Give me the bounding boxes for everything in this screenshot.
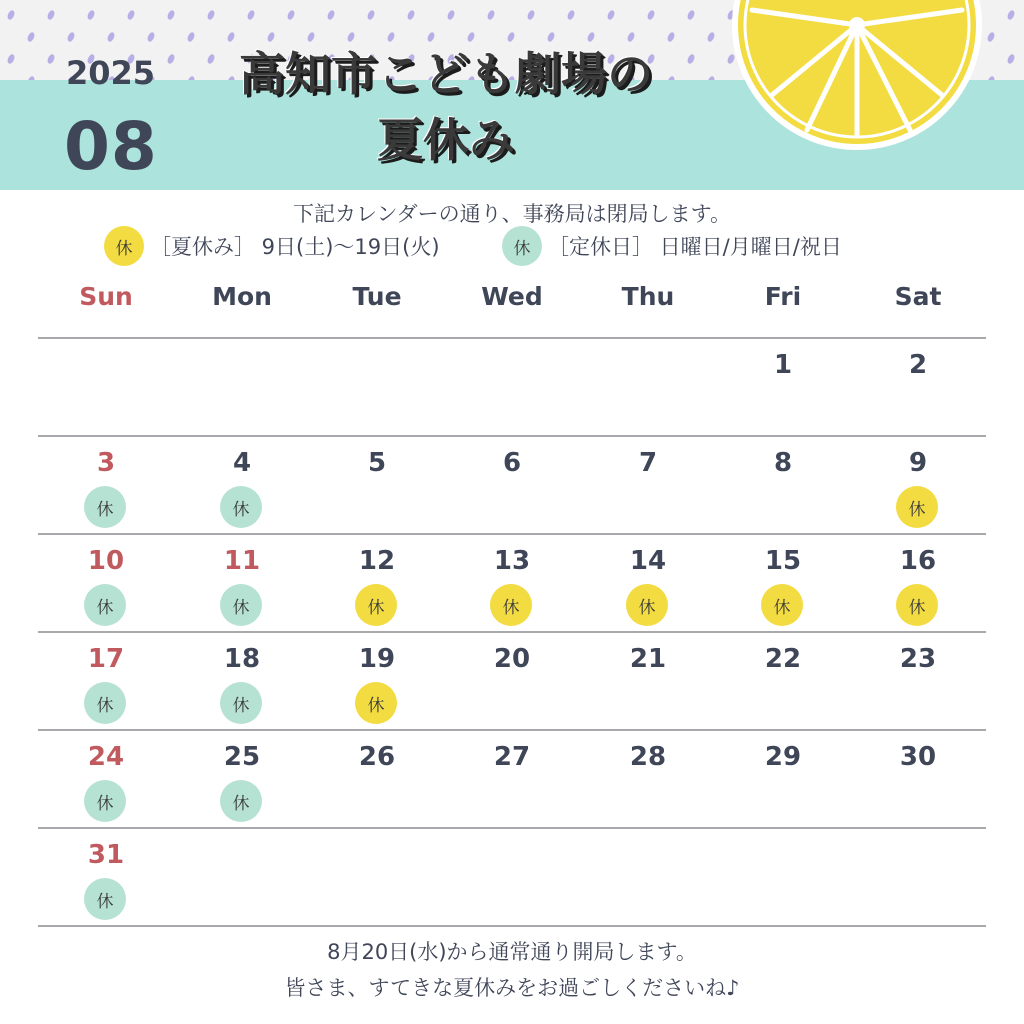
pattern-dot [646,9,656,21]
day-number: 29 [764,742,802,772]
day-cell [38,534,174,630]
day-cell [309,632,445,728]
day-number: 10 [87,546,125,576]
regular-holiday-badge: 休 [220,780,262,822]
pattern-dot [1006,53,1016,65]
day-cell [715,534,851,630]
day-number: 13 [493,546,531,576]
pattern-dot [566,9,576,21]
day-number: 6 [502,448,522,478]
day-cell [850,534,986,630]
day-number: 20 [493,644,531,674]
pattern-dot [326,9,336,21]
pattern-dot [166,9,176,21]
day-cell [38,828,174,924]
pattern-dot [126,9,136,21]
pattern-dot [46,53,56,65]
page-title-line2: 夏休み [377,113,515,167]
day-number: 19 [358,644,396,674]
day-number: 26 [358,742,396,772]
day-cell [580,534,716,630]
day-cell [580,436,716,532]
summer-holiday-badge: 休 [896,584,938,626]
day-cell [444,730,580,826]
day-cell [38,436,174,532]
day-cell [444,436,580,532]
regular-holiday-badge: 休 [84,682,126,724]
weekday-fri: Fri [764,282,802,311]
regular-holiday-badge: 休 [84,780,126,822]
pattern-dot [6,9,16,21]
lemon-slice-icon [732,0,982,170]
weekday-tue: Tue [352,282,402,311]
pattern-dot [46,9,56,21]
day-number: 16 [899,546,937,576]
regular-holiday-badge: 休 [502,226,542,266]
day-cell [38,632,174,728]
summer-holiday-badge: 休 [104,226,144,266]
day-number: 30 [899,742,937,772]
day-number: 8 [773,448,793,478]
weekday-thu: Thu [621,282,675,311]
regular-holiday-badge: 休 [84,584,126,626]
row-divider [38,827,986,829]
closing-message: 皆さま、すてきな夏休みをお過ごしくださいね♪ [284,976,740,1000]
pattern-dot [6,53,16,65]
day-cell [850,632,986,728]
legend-regular-label: ［定休日］ 日曜日/月曜日/祝日 [548,235,842,259]
pattern-dot [246,9,256,21]
legend-summer-label: ［夏休み］ 9日(土)〜19日(火) [150,235,440,259]
reopen-notice: 8月20日(水)から通常通り開局します。 [327,940,697,964]
pattern-dot [406,9,416,21]
day-number: 3 [96,448,116,478]
summer-holiday-badge: 休 [355,682,397,724]
day-cell [38,730,174,826]
day-number: 31 [87,840,125,870]
day-number: 5 [367,448,387,478]
pattern-dot [286,9,296,21]
day-cell [715,632,851,728]
day-cell [309,436,445,532]
pattern-dot [606,9,616,21]
day-number: 17 [87,644,125,674]
summer-holiday-badge: 休 [896,486,938,528]
weekday-wed: Wed [481,282,543,311]
pattern-dot [686,9,696,21]
day-cell [715,730,851,826]
day-cell [850,338,986,434]
pattern-dot [486,9,496,21]
day-cell [174,730,310,826]
pattern-dot [526,9,536,21]
legend-summer [104,226,440,266]
day-number: 7 [638,448,658,478]
weekday-sat: Sat [894,282,942,311]
regular-holiday-badge: 休 [220,682,262,724]
day-number: 18 [223,644,261,674]
day-cell [174,534,310,630]
pattern-dot [446,9,456,21]
day-number: 1 [773,350,793,380]
day-cell [309,534,445,630]
calendar-month: 08 [64,108,158,185]
day-cell [580,632,716,728]
summer-holiday-badge: 休 [490,584,532,626]
pattern-dot [146,31,156,43]
regular-holiday-badge: 休 [84,486,126,528]
pattern-dot [66,31,76,43]
weekday-mon: Mon [212,282,272,311]
pattern-dot [706,31,716,43]
day-cell [850,730,986,826]
row-divider [38,925,986,927]
pattern-dot [206,9,216,21]
summer-holiday-badge: 休 [626,584,668,626]
day-number: 28 [629,742,667,772]
day-number: 4 [232,448,252,478]
page-title-line1: 高知市こども劇場の [239,47,653,101]
day-cell [850,436,986,532]
legend-regular [502,226,842,266]
day-number: 12 [358,546,396,576]
summer-holiday-badge: 休 [761,584,803,626]
calendar-year: 2025 [66,54,156,92]
day-cell [444,632,580,728]
weekday-sun: Sun [79,282,133,311]
day-number: 2 [908,350,928,380]
legend [0,226,1024,266]
day-number: 23 [899,644,937,674]
day-number: 14 [629,546,667,576]
regular-holiday-badge: 休 [84,878,126,920]
day-cell [174,632,310,728]
day-number: 21 [629,644,667,674]
pattern-dot [1006,9,1016,21]
closure-notice: 下記カレンダーの通り、事務局は閉局します。 [293,202,731,226]
pattern-dot [366,9,376,21]
pattern-dot [26,31,36,43]
summer-holiday-badge: 休 [355,584,397,626]
day-cell [715,338,851,434]
day-number: 15 [764,546,802,576]
day-cell [309,730,445,826]
day-number: 11 [223,546,261,576]
day-cell [580,730,716,826]
day-number: 27 [493,742,531,772]
day-number: 22 [764,644,802,674]
day-number: 24 [87,742,125,772]
day-cell [174,436,310,532]
day-cell [444,534,580,630]
day-cell [715,436,851,532]
pattern-dot [166,53,176,65]
regular-holiday-badge: 休 [220,486,262,528]
pattern-dot [986,31,996,43]
pattern-dot [86,9,96,21]
day-number: 9 [908,448,928,478]
pattern-dot [106,31,116,43]
day-number: 25 [223,742,261,772]
regular-holiday-badge: 休 [220,584,262,626]
